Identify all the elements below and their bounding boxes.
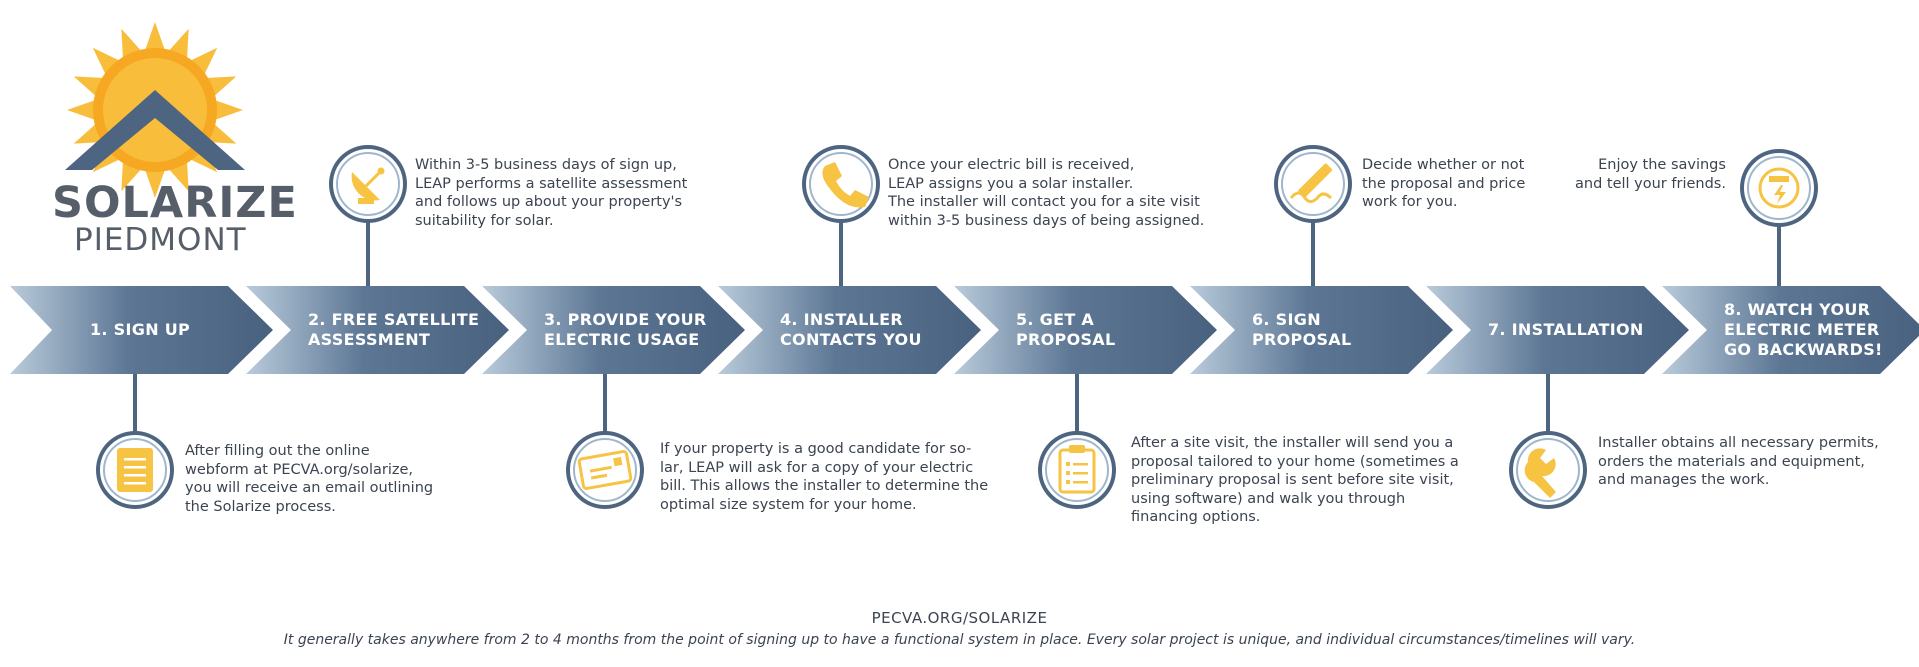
description-line: orders the materials and equipment,	[1598, 453, 1865, 470]
step-label-line: PROPOSAL	[1016, 330, 1116, 349]
pen-sign-icon	[1276, 147, 1350, 221]
step-description-3	[660, 440, 988, 514]
description-line: financing options.	[1131, 509, 1261, 525]
envelope-icon	[568, 433, 642, 507]
step-label-line: 1. SIGN UP	[90, 320, 191, 339]
step-description-6	[1362, 156, 1525, 212]
step-description-8	[1575, 156, 1726, 193]
step-label-3	[544, 310, 707, 350]
step-description-2	[415, 156, 687, 230]
description-line: proposal tailored to your home (sometimes a	[1131, 453, 1459, 470]
description-line: using software) and walk you through	[1131, 490, 1406, 507]
step-label-line: GO BACKWARDS!	[1724, 340, 1883, 359]
description-line: The installer will contact you for a site visit	[888, 194, 1200, 210]
description-line: the Solarize process.	[185, 498, 336, 515]
description-line: you will receive an email outlining	[185, 480, 434, 496]
step-label-line: 4. INSTALLER	[780, 310, 903, 329]
step-label-line: ELECTRIC USAGE	[544, 330, 700, 349]
step-label-line: ASSESSMENT	[308, 330, 431, 349]
step-label-line: CONTACTS YOU	[780, 330, 922, 349]
step-description-5	[1131, 434, 1459, 527]
step-label-2	[308, 310, 479, 350]
description-line: webform at PECVA.org/solarize,	[185, 461, 414, 478]
description-line: bill. This allows the installer to determine the	[660, 478, 989, 494]
step-label-line: 8. WATCH YOUR	[1724, 300, 1871, 319]
description-line: and follows up about your property's	[415, 194, 683, 210]
description-line: After filling out the online	[185, 443, 370, 459]
description-line: Decide whether or not	[1362, 157, 1525, 173]
phone-icon	[804, 147, 878, 221]
description-line: After a site visit, the installer will send you a	[1131, 435, 1454, 451]
step-label-8	[1724, 300, 1883, 360]
description-line: Once your electric bill is received,	[888, 157, 1135, 173]
description-line: and manages the work.	[1598, 472, 1770, 488]
satellite-dish-icon	[331, 147, 405, 221]
step-label-1	[90, 320, 190, 340]
footer-note: It generally takes anywhere from 2 to 4 months from the point of signing up to have a functional system in place. Every solar project is unique, and individual circumstances/timelines will vary.	[283, 632, 1636, 648]
clipboard-icon	[1040, 433, 1114, 507]
description-line: lar, LEAP will ask for a copy of your electric	[660, 459, 974, 476]
document-icon	[98, 433, 172, 507]
logo-title: SOLARIZE	[52, 178, 298, 228]
step-label-6	[1252, 310, 1351, 350]
step-description-1	[185, 442, 433, 516]
step-label-7	[1488, 320, 1644, 340]
logo-subtitle: PIEDMONT	[74, 222, 247, 258]
step-label-line: PROPOSAL	[1252, 330, 1352, 349]
description-line: Enjoy the savings	[1598, 157, 1726, 173]
step-label-5	[1016, 310, 1115, 350]
step-label-line: 7. INSTALLATION	[1488, 320, 1644, 339]
description-line: the proposal and price	[1362, 175, 1526, 192]
description-line: work for you.	[1362, 194, 1458, 210]
description-line: within 3-5 business days of being assigned.	[888, 212, 1205, 229]
description-line: preliminary proposal is sent before site visit,	[1131, 472, 1454, 488]
description-line: Within 3-5 business days of sign up,	[415, 157, 677, 173]
step-label-line: 2. FREE SATELLITE	[308, 310, 480, 329]
step-description-7	[1598, 434, 1879, 490]
description-line: If your property is a good candidate for so-	[660, 441, 972, 457]
step-label-line: 3. PROVIDE YOUR	[544, 310, 707, 329]
description-line: and tell your friends.	[1575, 175, 1726, 192]
step-label-line: 5. GET A	[1016, 310, 1095, 329]
description-line: Installer obtains all necessary permits,	[1598, 435, 1879, 451]
electric-meter-icon	[1742, 151, 1816, 225]
step-label-line: 6. SIGN	[1252, 310, 1321, 329]
step-label-line: ELECTRIC METER	[1724, 320, 1880, 339]
step-description-4	[888, 156, 1204, 230]
description-line: optimal size system for your home.	[660, 496, 917, 513]
description-line: suitability for solar.	[415, 212, 554, 229]
description-line: LEAP performs a satellite assessment	[415, 175, 688, 192]
step-label-4	[780, 310, 922, 350]
footer-url[interactable]: PECVA.ORG/SOLARIZE	[871, 609, 1048, 627]
description-line: LEAP assigns you a solar installer.	[888, 175, 1134, 192]
wrench-icon	[1511, 433, 1585, 507]
